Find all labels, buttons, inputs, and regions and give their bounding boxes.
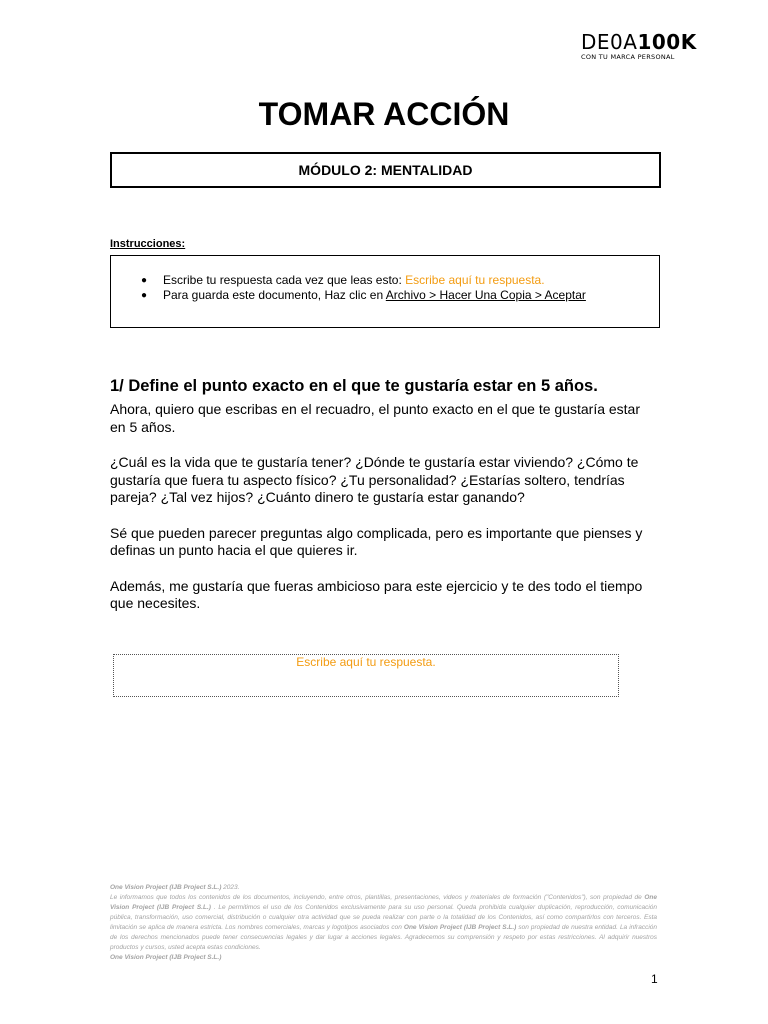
question-body <box>110 401 650 631</box>
footer-company-line: One Vision Project (IJB Project S.L.) 2023. <box>110 884 240 891</box>
answer-field[interactable] <box>113 654 619 697</box>
highlight-text: Escribe aquí tu respuesta. <box>405 273 545 287</box>
page-number: 1 <box>651 972 658 986</box>
bullet-icon: ● <box>141 290 148 301</box>
footer-last-line: One Vision Project (IJB Project S.L.) <box>110 954 222 961</box>
list-item: ● Para guarda este documento, Haz clic en Archivo > Hacer Una Copia > Aceptar <box>141 288 586 302</box>
footer-legal-text: Le informamos que todos los contenidos de los documentos, incluyendo, entre otros, plantillas, presentaciones, videos y materiales de formación ("Contenidos"), son propiedad de One Vision Project (IJB Project S.L.) . Le permitimos el uso de los Contenidos exclusivamente para su uso personal. Queda prohibida cualquier duplicación, reproducción, comunicación pública, transformación, uso comercial, distribución o cualquier otra actividad que se pueda realizar con parte o la totalidad de los Contenidos, así como compartirlos con terceros. Esta limitación se aplica de manera estricta. Los nombres comerciales, marcas y logotipos asociados con One Vision Project (IJB Project S.L.) son propiedad de nuestra entidad. La infracción de los derechos mencionados puede tener consecuencias legales y dar lugar a acciones legales. Agradecemos su comprensión y respeto por estas restricciones. Al adquirir nuestros productos y cursos, usted acepta estas condiciones. <box>110 894 658 951</box>
menu-path-link[interactable]: Archivo > Hacer Una Copia > Aceptar <box>385 288 586 302</box>
logo-tagline: CON TU MARCA PERSONAL <box>581 53 675 61</box>
module-label: MÓDULO 2: MENTALIDAD <box>298 162 473 178</box>
paragraph: Además, me gustaría que fueras ambicioso para este ejercicio y te des todo el tiempo que necesites. <box>110 577 643 611</box>
paragraph: Sé que pueden parecer preguntas algo complicada, pero es importante que pienses y definas un punto hacia el que quieres ir. <box>110 524 643 558</box>
brand-logo <box>581 31 701 61</box>
answer-placeholder[interactable]: Escribe aquí tu respuesta. <box>296 655 436 669</box>
logo-wordmark: DE0A100K <box>581 30 697 54</box>
question-heading: 1/ Define el punto exacto en el que te gustaría estar en 5 años. <box>110 377 598 395</box>
bullet-icon: ● <box>141 275 148 286</box>
module-banner <box>110 152 661 188</box>
paragraph: Ahora, quiero que escribas en el recuadro, el punto exacto en el que te gustaría estar en 5 años. <box>110 401 641 435</box>
instructions-box <box>110 255 660 328</box>
list-item: ● Escribe tu respuesta cada vez que leas esto: Escribe aquí tu respuesta. <box>141 273 545 287</box>
paragraph: ¿Cuál es la vida que te gustaría tener? ¿Dónde te gustaría estar viviendo? ¿Cómo te gustaría que fuera tu aspecto físico? ¿Tu personalidad? ¿Estarías soltero, tendrías pareja? ¿Tal vez hijos? ¿Cuánto dinero te gustaría estar ganando? <box>110 454 639 505</box>
instructions-list <box>141 273 586 303</box>
instructions-label: Instrucciones: <box>110 238 186 250</box>
page-title: TOMAR ACCIÓN <box>258 96 510 132</box>
legal-footer <box>110 883 657 963</box>
